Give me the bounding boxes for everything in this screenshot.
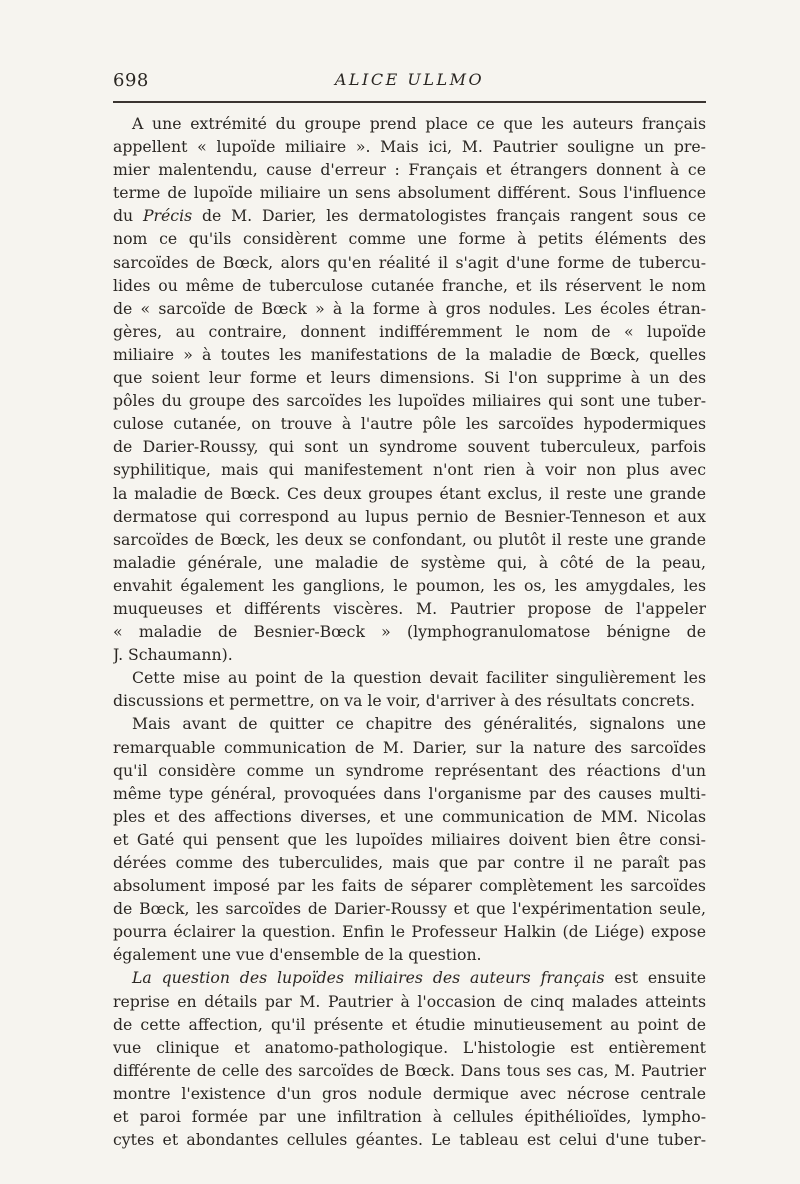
- text-line: de Darier-Roussy, qui sont un syndrome souvent tuberculeux, parfois: [113, 437, 706, 457]
- text-line: maladie générale, une maladie de système qui, à côté de la peau,: [113, 552, 706, 572]
- text-line: culose cutanée, on trouve à l'autre pôle les sarcoïdes hypodermiques: [113, 414, 706, 434]
- text-line: reprise en détails par M. Pautrier à l'occasion de cinq malades atteints: [113, 991, 706, 1011]
- text-line: « maladie de Besnier-Bœck » (lymphogranulomatose bénigne de: [113, 622, 706, 642]
- text-line: de « sarcoïde de Bœck » à la forme à gros nodules. Les écoles étran-: [113, 298, 706, 318]
- header-rule: [113, 101, 706, 103]
- text-line: nom ce qu'ils considèrent comme une forme à petits éléments des: [113, 229, 706, 249]
- text-line: ples et des affections diverses, et une communication de MM. Nicolas: [113, 806, 706, 826]
- text-line: lides ou même de tuberculose cutanée franche, et ils réservent le nom: [113, 275, 706, 295]
- text-line: Mais avant de quitter ce chapitre des généralités, signalons une: [132, 714, 706, 734]
- running-title: ALICE ULLMO: [334, 70, 485, 89]
- text-line: pôles du groupe des sarcoïdes les lupoïdes miliaires qui sont une tuber-: [113, 391, 706, 411]
- text-line: que soient leur forme et leurs dimensions. Si l'on supprime à un des: [113, 368, 706, 388]
- text-line: muqueuses et différents viscères. M. Pautrier propose de l'appeler: [113, 598, 706, 618]
- text-run: est ensuite: [604, 968, 706, 988]
- page-number: 698: [113, 70, 149, 91]
- text-line: dérées comme des tuberculides, mais que par contre il ne paraît pas: [113, 853, 706, 872]
- text-line: syphilitique, mais qui manifestement n'ont rien à voir non plus avec: [113, 460, 706, 480]
- text-line: de cette affection, qu'il présente et étudie minutieusement au point de: [113, 1014, 706, 1034]
- text-line: sarcoïdes de Bœck, les deux se confondant, ou plutôt il reste une grande: [113, 529, 706, 549]
- text-line: et Gaté qui pensent que les lupoïdes miliaires doivent bien être consi-: [113, 829, 706, 849]
- text-line: de Bœck, les sarcoïdes de Darier-Roussy et que l'expérimentation seule,: [113, 899, 706, 919]
- text-run: du: [113, 206, 143, 226]
- text-line: montre l'existence d'un gros nodule dermique avec nécrose centrale: [113, 1083, 706, 1103]
- text-line: remarquable communication de M. Darier, sur la nature des sarcoïdes: [113, 737, 706, 757]
- text-line: vue clinique et anatomo-pathologique. L'histologie est entièrement: [113, 1037, 706, 1057]
- text-line: terme de lupoïde miliaire un sens absolument différent. Sous l'influence: [113, 183, 706, 203]
- text-line: qu'il considère comme un syndrome représentant des réactions d'un: [113, 760, 706, 780]
- text-line: [113, 204, 706, 227]
- text-line: également une vue d'ensemble de la question.: [113, 945, 482, 965]
- text-line: discussions et permettre, on va le voir, d'arriver à des résultats concrets.: [113, 691, 695, 711]
- text-line: J. Schaumann).: [113, 645, 233, 665]
- text-line: gères, au contraire, donnent indifféremment le nom de « lupoïde: [113, 321, 706, 341]
- text-run: de M. Darier, les dermatologistes français rangent sous ce: [192, 206, 706, 226]
- page-header: [113, 64, 706, 94]
- text-line: [113, 966, 706, 989]
- text-line: miliaire » à toutes les manifestations de la maladie de Bœck, quelles: [113, 344, 706, 364]
- text-line: Cette mise au point de la question devait faciliter singulièrement les: [132, 668, 706, 688]
- text-line: différente de celle des sarcoïdes de Bœck. Dans tous ses cas, M. Pautrier: [113, 1060, 706, 1080]
- text-line: A une extrémité du groupe prend place ce que les auteurs français: [132, 114, 706, 133]
- text-line: appellent « lupoïde miliaire ». Mais ici, M. Pautrier souligne un pre-: [113, 137, 706, 157]
- body-text: [113, 112, 706, 1151]
- text-line: pourra éclairer la question. Enfin le Professeur Halkin (de Liége) expose: [113, 922, 706, 942]
- text-line: absolument imposé par les faits de séparer complètement les sarcoïdes: [113, 876, 706, 896]
- text-line: cytes et abondantes cellules géantes. Le tableau est celui d'une tuber-: [113, 1130, 706, 1150]
- text-line: mier malentendu, cause d'erreur : Français et étrangers donnent à ce: [113, 160, 706, 180]
- text-line: dermatose qui correspond au lupus pernio de Besnier-Tenneson et aux: [113, 506, 706, 526]
- text-line: même type général, provoquées dans l'organisme par des causes multi-: [113, 783, 706, 803]
- text-line: et paroi formée par une infiltration à cellules épithélioïdes, lympho-: [113, 1107, 706, 1127]
- emphasis-run: Précis: [142, 206, 193, 226]
- emphasis-run: La question des lupoïdes miliaires des auteurs français: [132, 968, 605, 988]
- text-line: envahit également les ganglions, le poumon, les os, les amygdales, les: [113, 575, 706, 595]
- text-line: sarcoïdes de Bœck, alors qu'en réalité il s'agit d'une forme de tubercu-: [113, 252, 706, 272]
- text-line: la maladie de Bœck. Ces deux groupes étant exclus, il reste une grande: [113, 483, 706, 503]
